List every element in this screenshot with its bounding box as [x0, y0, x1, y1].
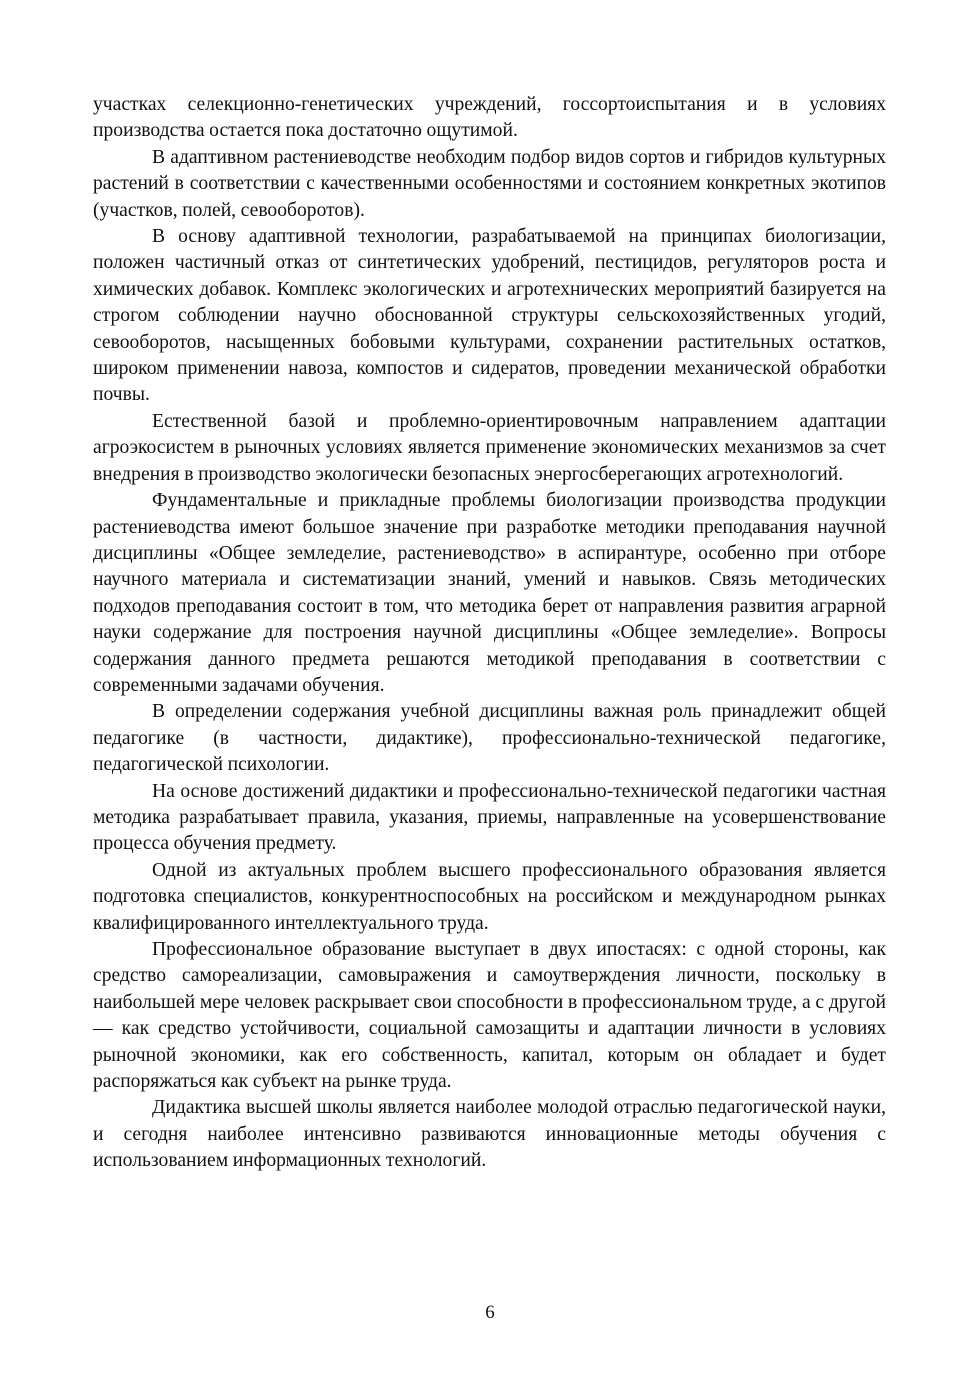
paragraph-higher-school-didactics: Дидактика высшей школы является наиболее молодой отраслью педагогической науки, и сегодня наиболее интенсивно развиваются инновационные методы обучения с использованием информационных технологий.: [93, 1097, 886, 1172]
paragraph-natural-base: Естественной базой и проблемно-ориентировочным направлением адаптации агроэкосистем в рыночных условиях является применение экономических механизмов за счет внедрения в производство экологически безопасных энергосберегающих агротехнологий.: [93, 410, 886, 485]
paragraph-adaptive-crop-production: В адаптивном растениеводстве необходим подбор видов сортов и гибридов культурных растений в соответствии с качественными особенностями и состоянием конкретных экотипов (участков, полей, севооборотов).: [93, 146, 886, 221]
paragraph-fundamental-problems: Фундаментальные и прикладные проблемы биологизации производства продукции растениеводства имеют большое значение при разработке методики преподавания научной дисциплины «Общее земледелие, растениеводство» в аспирантуре, особенно при отборе научного материала и систематизации знаний, умений и навыков. Связь методических подходов преподавания состоит в том, что методика берет от направления развития аграрной науки содержание для построения научной дисциплины «Общее земледелие». Вопросы содержания данного предмета решаются методикой преподавания в соответствии с современными задачами обучения.: [93, 490, 886, 696]
paragraph-adaptive-technology: В основу адаптивной технологии, разрабатываемой на принципах биологизации, положен частичный отказ от синтетических удобрений, пестицидов, регуляторов роста и химических добавок. Комплекс экологических и агротехнических мероприятий базируется на строгом соблюдении научно обоснованной структуры сельскохозяйственных угодий, севооборотов, насыщенных бобовыми культурами, сохранении растительных остатков, широком применении навоза, компостов и сидератов, проведении механической обработки почвы.: [93, 226, 886, 406]
paragraph-didactics-methods: На основе достижений дидактики и профессионально-технической педагогики частная методика разрабатывает правила, указания, приемы, направленные на усовершенствование процесса обучения предмету.: [93, 780, 886, 855]
page-number: 6: [485, 1302, 495, 1323]
paragraph-higher-education: Одной из актуальных проблем высшего профессионального образования является подготовка специалистов, конкурентноспособных на российском и международном рынках квалифицированного интеллектуального труда.: [93, 859, 886, 934]
page-body: [93, 92, 886, 1175]
paragraph-continuation: участках селекционно-генетических учреждений, госсортоиспытания и в условиях производства остается пока достаточно ощутимой.: [93, 94, 886, 142]
paragraph-discipline-content: В определении содержания учебной дисциплины важная роль принадлежит общей педагогике (в частности, дидактике), профессионально-технической педагогике, педагогической психологии.: [93, 701, 886, 776]
paragraph-professional-education: Профессиональное образование выступает в двух ипостасях: с одной стороны, как средство самореализации, самовыражения и самоутверждения личности, поскольку в наибольшей мере человек раскрывает свои способности в профессиональном труде, а с другой — как средство устойчивости, социальной самозащиты и адаптации личности в условиях рыночной экономики, как его собственность, капитал, которым он обладает и будет распоряжаться как субъект на рынке труда.: [93, 939, 886, 1093]
